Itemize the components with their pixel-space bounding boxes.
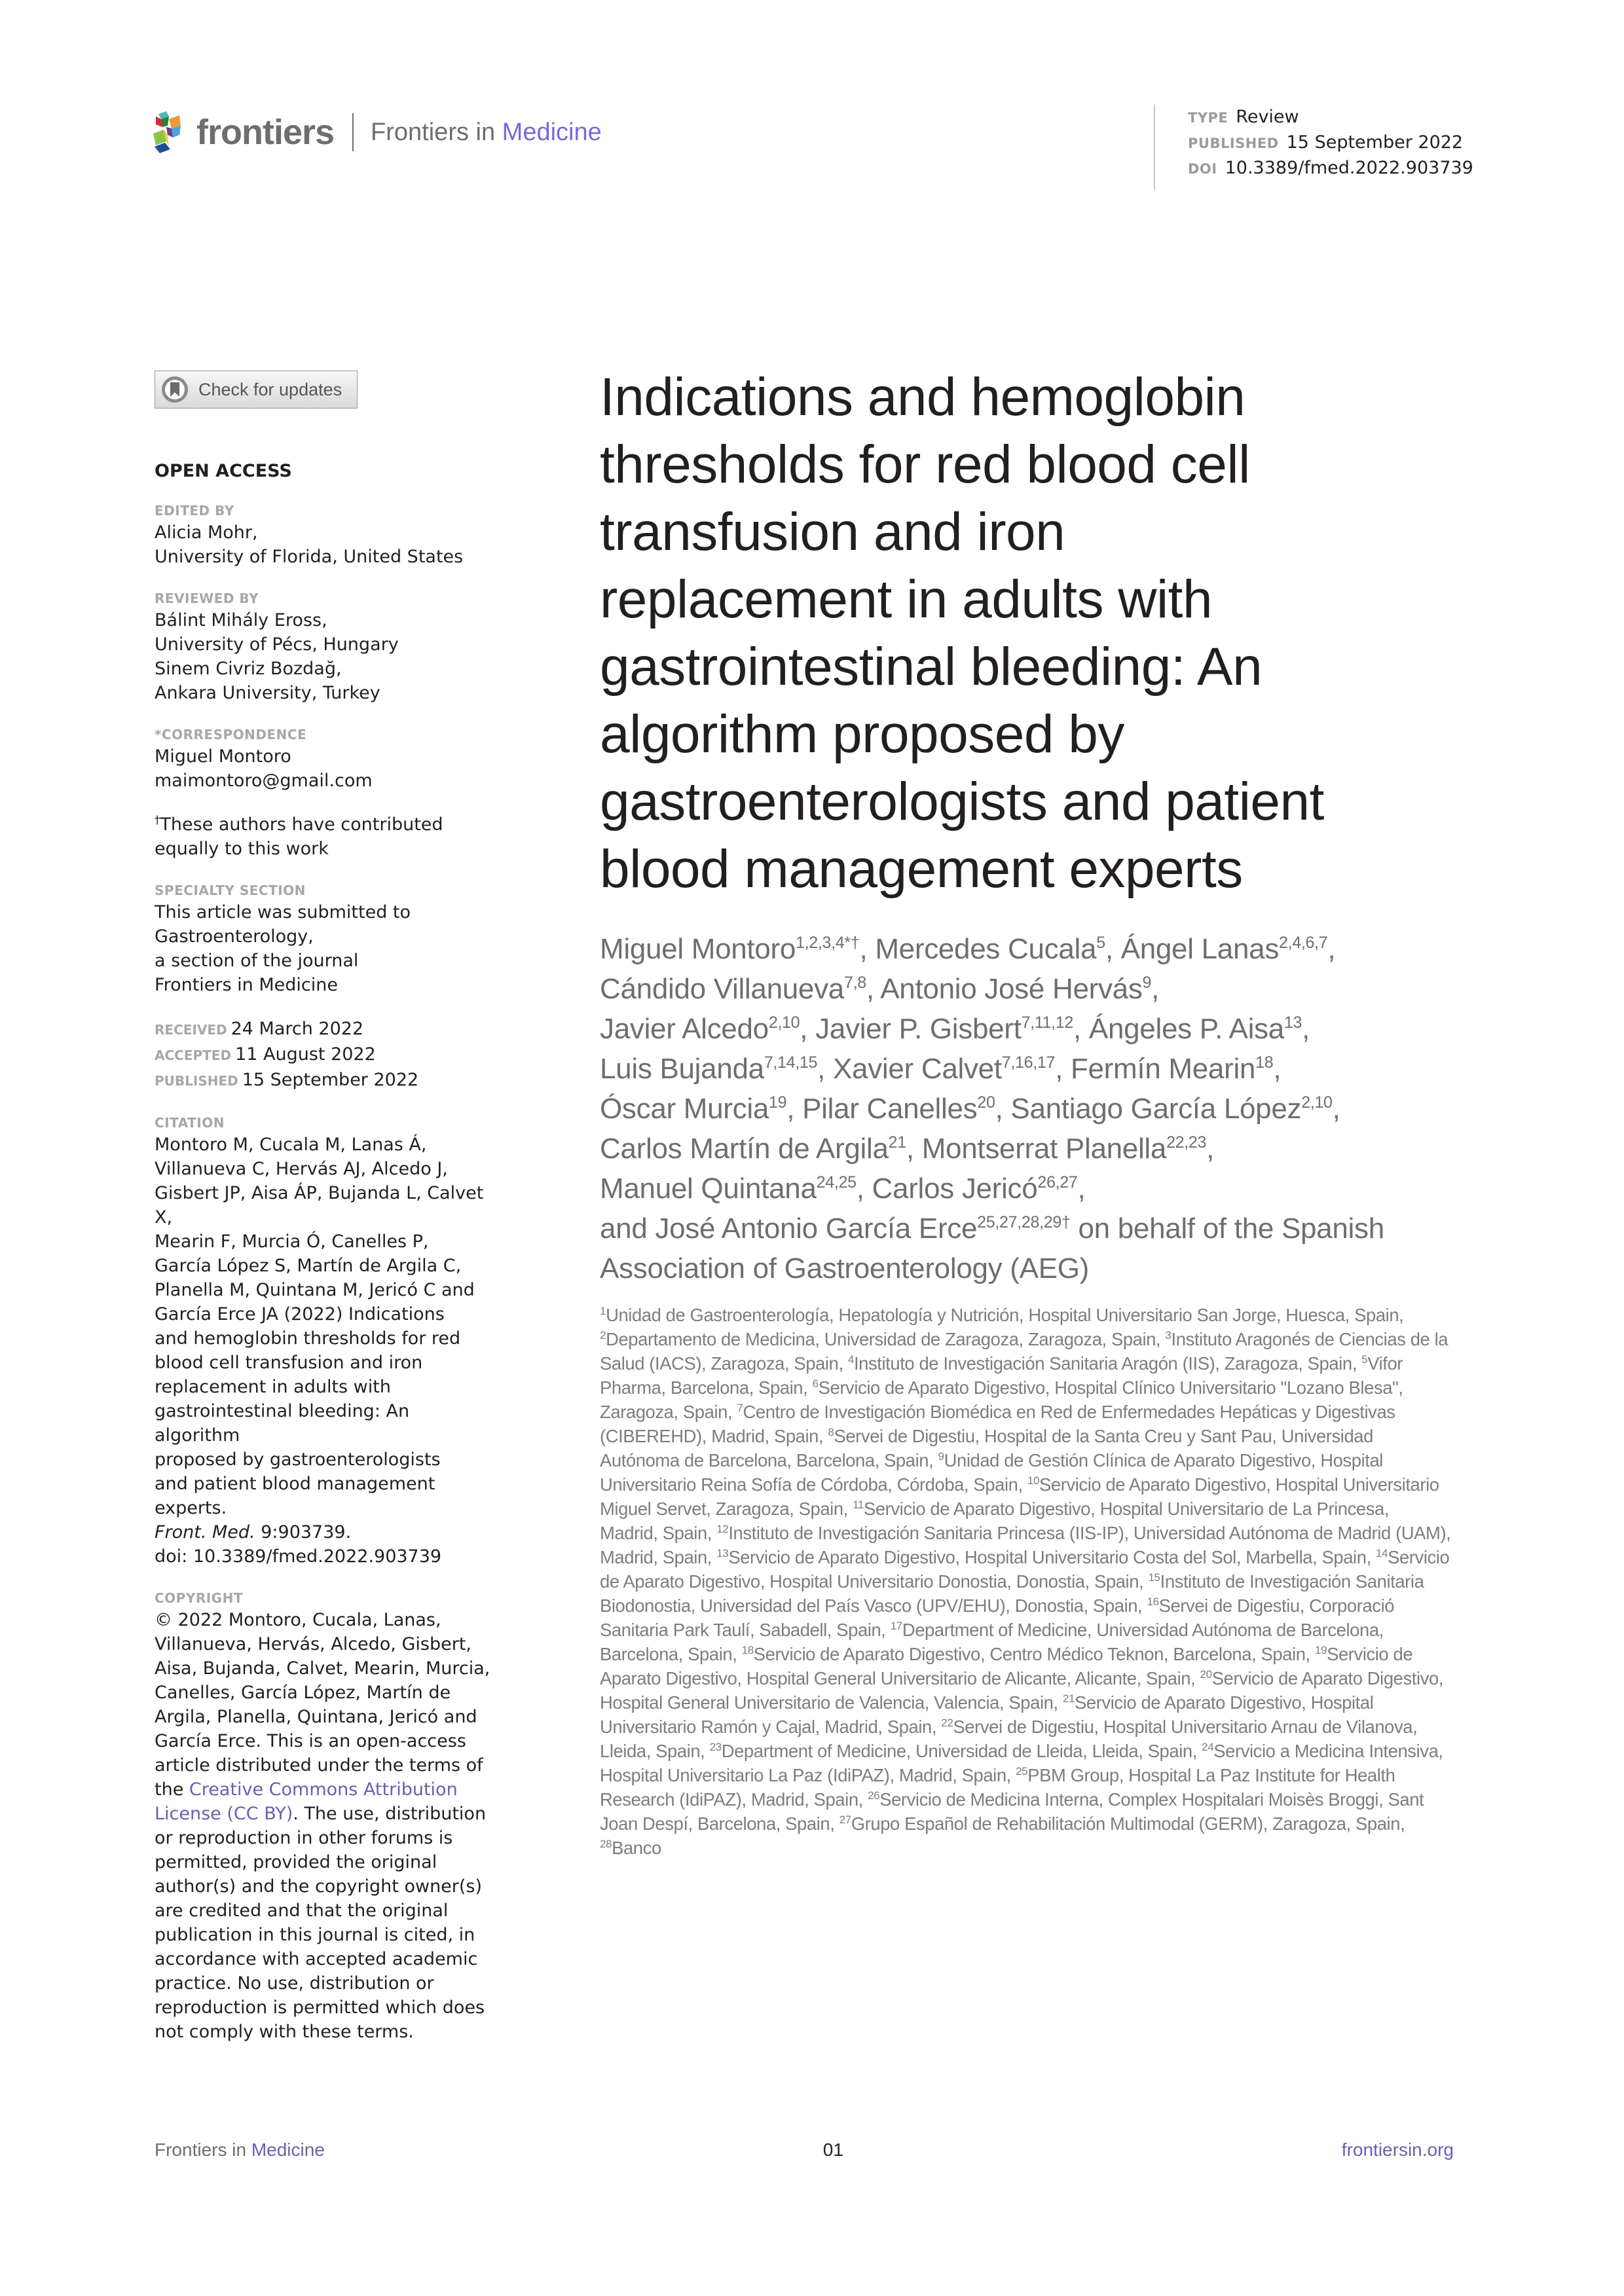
- specialty-line: Frontiers in Medicine: [155, 975, 338, 995]
- author-separator: ,: [1073, 1013, 1089, 1045]
- affiliation-text: Instituto de Investigación Sanitaria Princesa (IIS-IP), Universidad Autónoma de Madrid (UAM), Madrid, Spain,: [600, 1523, 1451, 1567]
- affiliation-number: 15: [1148, 1571, 1160, 1584]
- author-affiliation-marks: 21: [888, 1133, 906, 1152]
- author-separator: ,: [1206, 1133, 1215, 1165]
- affiliation-number: 25: [1016, 1765, 1028, 1777]
- author-line: [600, 1049, 1451, 1089]
- author-line: [600, 1209, 1451, 1288]
- author-separator: ,: [1332, 1093, 1340, 1125]
- author-name[interactable]: Carlos Jericó: [872, 1173, 1038, 1205]
- affiliation-text: Servicio de Medicina Interna, Complex Hospitalari Moisès Broggi, Sant Joan Despí, Barcelona, Spain,: [600, 1789, 1424, 1834]
- affiliation-number: 17: [890, 1620, 902, 1632]
- equal-contribution-note: [155, 812, 495, 861]
- citation-label: CITATION: [155, 1115, 225, 1131]
- edited-by-section: [155, 501, 495, 569]
- affiliation-number: 10: [1027, 1474, 1040, 1487]
- reviewer-affiliation: University of Pécs, Hungary: [155, 634, 399, 655]
- author-name[interactable]: Cándido Villanueva: [600, 973, 844, 1005]
- affiliation-number: 14: [1376, 1547, 1388, 1559]
- author-separator: ,: [1151, 973, 1160, 1005]
- editor-name: Alicia Mohr,: [155, 522, 258, 543]
- correspondence-label: *CORRESPONDENCE: [155, 727, 307, 742]
- author-name[interactable]: Montserrat Planella: [921, 1133, 1167, 1165]
- title-line: blood management experts: [600, 839, 1243, 899]
- author-separator: ,: [1273, 1053, 1282, 1085]
- affiliation-text: Departamento de Medicina, Universidad de Zaragoza, Zaragoza, Spain,: [606, 1329, 1166, 1349]
- received-label: RECEIVED: [155, 1022, 227, 1038]
- affiliation-text: Servicio a Medicina Intensiva, Hospital Universitario La Paz (IdiPAZ), Madrid, Spain,: [600, 1741, 1443, 1785]
- affiliation-number: 21: [1062, 1692, 1075, 1705]
- meta-type: [1188, 105, 1473, 130]
- affiliation-number: 9: [938, 1450, 944, 1463]
- citation-journal: [155, 1520, 495, 1544]
- type-value: Review: [1236, 107, 1299, 127]
- affiliation-number: 20: [1200, 1668, 1212, 1681]
- author-line: [600, 1169, 1451, 1209]
- author-affiliation-marks: 9: [1142, 974, 1152, 992]
- reviewer-name: Bálint Mihály Eross,: [155, 610, 327, 630]
- affiliation-text: Servei de Digestiu, Hospital de la Santa Creu y Sant Pau, Universidad Autónoma de Barcelona, Barcelona, Spain,: [600, 1426, 1373, 1470]
- accepted-value: 11 August 2022: [235, 1044, 376, 1065]
- affiliation-text: Centro de Investigación Biomédica en Red de Enfermedades Hepáticas y Digestivas (CIBEREHD), Madrid, Spain,: [600, 1402, 1395, 1446]
- author-list: [600, 929, 1451, 1288]
- published-label: PUBLISHED: [1188, 136, 1279, 151]
- affiliation-number: 22: [941, 1717, 953, 1729]
- affiliation-number: 13: [716, 1547, 729, 1559]
- author-affiliation-marks: 7,8: [843, 974, 866, 992]
- affiliation-text: Servicio de Aparato Digestivo, Hospital Universitario Miguel Servet, Zaragoza, Spain,: [600, 1474, 1439, 1519]
- author-separator: ,: [866, 973, 881, 1005]
- accepted-label: ACCEPTED: [155, 1048, 232, 1063]
- affiliation-text: Servicio de Aparato Digestivo, Hospital Universitario Donostia, Donostia, Spain,: [600, 1547, 1450, 1592]
- logo-divider: [352, 113, 354, 151]
- affiliation-number: 12: [716, 1523, 729, 1535]
- affiliation-number: 8: [828, 1426, 834, 1438]
- affiliation-text: Unidad de Gastroenterología, Hepatología y Nutrición, Hospital Universitario San Jorge, Huesca, Spain,: [606, 1305, 1404, 1325]
- author-affiliation-marks: 7,16,17: [1001, 1053, 1056, 1072]
- author-separator: ,: [1105, 933, 1121, 965]
- title-line: gastroenterologists and patient: [600, 772, 1324, 831]
- article-main: [600, 363, 1451, 1860]
- citation-line: experts.: [155, 1498, 227, 1518]
- reviewed-by-section: [155, 589, 495, 705]
- sidebar: [155, 371, 495, 2044]
- title-line: gastrointestinal bleeding: An: [600, 637, 1263, 697]
- author-name[interactable]: Ángeles P. Aisa: [1088, 1013, 1284, 1045]
- journal-name: [371, 118, 602, 147]
- author-affiliation-marks: 2,10: [768, 1013, 800, 1032]
- affiliation-text: Grupo Español de Rehabilitación Multimodal (GERM), Zaragoza, Spain,: [851, 1813, 1405, 1834]
- author-name[interactable]: Javier P. Gisbert: [815, 1013, 1022, 1045]
- article-title: [600, 363, 1451, 903]
- specialty-section: [155, 881, 495, 997]
- published-label: PUBLISHED: [155, 1073, 238, 1089]
- citation-line: and patient blood management: [155, 1474, 435, 1494]
- reviewer-name: Sinem Civriz Bozdağ,: [155, 659, 342, 679]
- frontiers-wordmark: frontiers: [196, 113, 335, 152]
- article-meta: [1154, 105, 1473, 190]
- title-line: thresholds for red blood cell: [600, 435, 1250, 494]
- check-for-updates-button[interactable]: [155, 371, 358, 409]
- title-line: transfusion and iron: [600, 502, 1065, 562]
- author-affiliation-marks: 2,10: [1301, 1093, 1333, 1112]
- type-label: TYPE: [1188, 110, 1228, 126]
- affiliation-text: Servicio de Aparato Digestivo, Hospital General Universitario de Valencia, Valencia, Spain,: [600, 1668, 1444, 1713]
- affiliation-number: 7: [737, 1402, 743, 1414]
- citation-line: Villanueva C, Hervás AJ, Alcedo J,: [155, 1159, 448, 1179]
- journal-prefix: Frontiers in: [371, 118, 496, 146]
- correspondence-section: [155, 725, 495, 793]
- author-separator: ,: [786, 1093, 803, 1125]
- journal-accent: Medicine: [502, 118, 602, 146]
- affiliation-number: 28: [600, 1838, 612, 1850]
- author-separator: ,: [859, 933, 876, 965]
- specialty-section-label: SPECIALTY SECTION: [155, 883, 306, 898]
- affiliations: [600, 1303, 1451, 1860]
- affiliation-number: 2: [600, 1329, 606, 1341]
- doi-value[interactable]: 10.3389/fmed.2022.903739: [1225, 158, 1473, 178]
- footer-journal-accent: Medicine: [251, 2140, 325, 2160]
- affiliation-text: Servicio de Aparato Digestivo, Hospital Universitario de La Princesa, Madrid, Spain,: [600, 1499, 1390, 1543]
- author-separator: ,: [1327, 933, 1336, 965]
- affiliation-number: 27: [839, 1813, 851, 1826]
- affiliation-number: 6: [812, 1377, 819, 1390]
- dagger-mark: †: [155, 813, 160, 826]
- editor-affiliation: University of Florida, United States: [155, 547, 464, 567]
- author-name[interactable]: Fermín Mearin: [1070, 1053, 1256, 1085]
- author-affiliation-marks: 2,4,6,7: [1279, 934, 1328, 952]
- meta-doi: [1188, 156, 1473, 181]
- affiliation-text: Department of Medicine, Universidad Autónoma de Barcelona, Barcelona, Spain,: [600, 1620, 1384, 1664]
- author-affiliation-marks: 5: [1096, 934, 1105, 952]
- frontiers-cube-logo-icon: [152, 110, 191, 155]
- author-line: [600, 1089, 1451, 1129]
- specialty-line: Gastroenterology,: [155, 926, 314, 947]
- published-value: 15 September 2022: [1286, 132, 1464, 153]
- author-separator: [1071, 1212, 1079, 1245]
- affiliation-number: 11: [853, 1499, 864, 1511]
- author-name[interactable]: Antonio José Hervás: [880, 973, 1143, 1005]
- copyright-text-after: . The use, distribution or reproduction in other forums is permitted, provided the original author(s) and the copyright owner(s) are credited and that the original publication in this journal is cited, in accordance with accepted academic practice. No use, distribution or reproduction is permitted which does not comply with these terms.: [155, 1804, 487, 2042]
- affiliation-text: Instituto Aragonés de Ciencias de la Salud (IACS), Zaragoza, Spain,: [600, 1329, 1449, 1374]
- citation-line: Mearin F, Murcia Ó, Canelles P,: [155, 1231, 429, 1252]
- copyright-text-before: © 2022 Montoro, Cucala, Lanas, Villanueva, Hervás, Alcedo, Gisbert, Aisa, Bujanda, Calvet, Mearin, Murcia, Canelles, García López, Martín de Argila, Planella, Quintana, Jericó and García Erce. This is an open-access article distributed under the terms of the: [155, 1610, 490, 1800]
- doi-label: DOI: [1188, 161, 1217, 177]
- affiliation-text: Servei de Digestiu, Hospital Universitario Arnau de Vilanova, Lleida, Spain,: [600, 1717, 1418, 1761]
- author-affiliation-marks: 26,27: [1037, 1173, 1078, 1192]
- specialty-line: This article was submitted to: [155, 902, 411, 922]
- affiliation-number: 19: [1314, 1644, 1327, 1656]
- citation-doi[interactable]: doi: 10.3389/fmed.2022.903739: [155, 1546, 442, 1567]
- affiliation-text: PBM Group, Hospital La Paz Institute for Health Research (IdiPAZ), Madrid, Spain,: [600, 1765, 1395, 1810]
- citation-line: replacement in adults with: [155, 1377, 391, 1397]
- correspondence-email-link[interactable]: maimontoro@gmail.com: [155, 771, 373, 791]
- author-name[interactable]: Carlos Martín de Argila: [600, 1133, 889, 1165]
- citation-section: [155, 1113, 495, 1569]
- author-separator: ,: [1055, 1053, 1071, 1085]
- author-separator: ,: [800, 1013, 816, 1045]
- author-affiliation-marks: 7,11,12: [1021, 1013, 1074, 1032]
- copyright-section: [155, 1588, 495, 2044]
- specialty-line: a section of the journal: [155, 951, 359, 971]
- author-line: [600, 929, 1451, 969]
- author-separator: ,: [856, 1173, 872, 1205]
- author-separator: ,: [817, 1053, 833, 1085]
- affiliation-number: 5: [1361, 1353, 1368, 1366]
- frontiers-logo[interactable]: [152, 110, 602, 155]
- dates-section: [155, 1017, 495, 1093]
- author-line: [600, 969, 1451, 1009]
- cc-by-license-link[interactable]: Creative Commons Attribution License (CC BY): [155, 1779, 458, 1824]
- crossmark-bookmark-icon: [162, 376, 188, 403]
- citation-line: and hemoglobin thresholds for red: [155, 1328, 461, 1349]
- author-affiliation-marks: 1,2,3,4*†: [796, 934, 860, 952]
- author-separator: ,: [906, 1133, 922, 1165]
- citation-line: gastrointestinal bleeding: An algorithm: [155, 1401, 410, 1446]
- citation-volume: 9:903739.: [261, 1522, 352, 1542]
- affiliation-number: 4: [847, 1353, 854, 1366]
- author-line: [600, 1129, 1451, 1169]
- correspondence-name: Miguel Montoro: [155, 746, 291, 767]
- author-name[interactable]: Óscar Murcia: [600, 1093, 769, 1125]
- affiliation-text: Servicio de Aparato Digestivo, Hospital Universitario Costa del Sol, Marbella, Spain,: [728, 1547, 1376, 1567]
- author-affiliation-marks: 24,25: [816, 1173, 857, 1192]
- author-name[interactable]: and José Antonio García Erce: [600, 1212, 978, 1245]
- accepted-date: [155, 1042, 495, 1068]
- affiliation-number: 1: [600, 1305, 606, 1317]
- author-affiliation-marks: 7,14,15: [764, 1053, 818, 1072]
- authors-tail: on behalf of the Spanish Association of Gastroenterology (AEG): [600, 1212, 1384, 1285]
- affiliation-number: 26: [868, 1789, 880, 1802]
- reviewed-by-label: REVIEWED BY: [155, 591, 259, 606]
- published-value: 15 September 2022: [242, 1070, 419, 1090]
- author-line: [600, 1009, 1451, 1049]
- author-name[interactable]: Javier Alcedo: [600, 1013, 769, 1045]
- author-name[interactable]: Pilar Canelles: [802, 1093, 978, 1125]
- author-name[interactable]: Manuel Quintana: [600, 1173, 817, 1205]
- meta-published: [1188, 130, 1473, 156]
- author-affiliation-marks: 13: [1283, 1013, 1302, 1032]
- frontiersin-link[interactable]: frontiersin.org: [1341, 2140, 1454, 2160]
- affiliation-number: 16: [1147, 1595, 1159, 1608]
- author-affiliation-marks: 19: [769, 1093, 787, 1112]
- citation-line: García Erce JA (2022) Indications: [155, 1304, 445, 1324]
- affiliation-number: 24: [1202, 1741, 1214, 1753]
- affiliation-text: Department of Medicine, Universidad de Lleida, Lleida, Spain,: [721, 1741, 1202, 1761]
- affiliation-number: 23: [709, 1741, 722, 1753]
- author-separator: ,: [1077, 1173, 1086, 1205]
- footer-journal-name: [155, 2140, 325, 2160]
- received-value: 24 March 2022: [231, 1019, 364, 1039]
- citation-journal-abbrev: Front. Med.: [155, 1522, 255, 1542]
- author-affiliation-marks: 20: [977, 1093, 995, 1112]
- affiliation-text: Servicio de Aparato Digestivo, Centro Médico Teknon, Barcelona, Spain,: [753, 1644, 1315, 1664]
- citation-line: Gisbert JP, Aisa ÁP, Bujanda L, Calvet X,: [155, 1183, 484, 1228]
- author-name[interactable]: Miguel Montoro: [600, 933, 796, 965]
- affiliation-number: 3: [1165, 1329, 1172, 1341]
- affiliation-text: Servicio de Aparato Digestivo, Hospital Universitario Ramón y Cajal, Madrid, Spain,: [600, 1692, 1374, 1737]
- citation-line: proposed by gastroenterologists: [155, 1449, 441, 1470]
- affiliation-number: 18: [741, 1644, 754, 1656]
- author-name[interactable]: Santiago García López: [1010, 1093, 1302, 1125]
- check-updates-label: Check for updates: [198, 379, 342, 399]
- title-line: replacement in adults with: [600, 570, 1213, 629]
- equal-contribution-line: These authors have contributed: [160, 814, 443, 835]
- author-name[interactable]: Mercedes Cucala: [875, 933, 1097, 965]
- citation-line: García López S, Martín de Argila C,: [155, 1256, 462, 1276]
- reviewer-affiliation: Ankara University, Turkey: [155, 683, 380, 703]
- author-affiliation-marks: 18: [1255, 1053, 1274, 1072]
- page-number: 01: [822, 2140, 843, 2160]
- author-name[interactable]: Xavier Calvet: [833, 1053, 1002, 1085]
- footer-journal-prefix: Frontiers in: [155, 2140, 247, 2160]
- author-separator: ,: [995, 1093, 1011, 1125]
- author-separator: ,: [1302, 1013, 1310, 1045]
- received-date: [155, 1017, 495, 1042]
- affiliation-text: Servicio de Aparato Digestivo, Hospital General Universitario de Alicante, Alicante, Spain,: [600, 1644, 1413, 1688]
- page-footer: [155, 2140, 1454, 2160]
- affiliation-text: Instituto de Investigación Sanitaria Aragón (IIS), Zaragoza, Spain,: [853, 1353, 1362, 1374]
- copyright-text: [155, 1608, 495, 2044]
- equal-contribution-line: equally to this work: [155, 839, 329, 859]
- copyright-label: COPYRIGHT: [155, 1590, 243, 1606]
- author-name[interactable]: Luis Bujanda: [600, 1053, 764, 1085]
- citation-line: Montoro M, Cucala M, Lanas Á,: [155, 1135, 427, 1155]
- author-name[interactable]: Ángel Lanas: [1120, 933, 1280, 965]
- title-line: algorithm proposed by: [600, 704, 1124, 764]
- affiliation-text: Servei de Digestiu, Corporació Sanitaria Park Taulí, Sabadell, Spain,: [600, 1595, 1395, 1640]
- author-affiliation-marks: 25,27,28,29†: [977, 1213, 1071, 1231]
- affiliation-text: Servicio de Aparato Digestivo, Hospital Clínico Universitario "Lozano Blesa", Zaragoza, Spain,: [600, 1377, 1403, 1422]
- citation-line: Planella M, Quintana M, Jericó C and: [155, 1280, 475, 1300]
- title-line: Indications and hemoglobin: [600, 367, 1246, 427]
- edited-by-label: EDITED BY: [155, 503, 234, 519]
- affiliation-text: Banco: [612, 1838, 661, 1858]
- affiliation-text: Unidad de Gestión Clínica de Aparato Digestivo, Hospital Universitario Reina Sofía de Córdoba, Córdoba, Spain,: [600, 1450, 1383, 1495]
- affiliation-text: Instituto de Investigación Sanitaria Biodonostia, Universidad del País Vasco (UPV/EHU), Donostia, Spain,: [600, 1571, 1424, 1616]
- author-affiliation-marks: 22,23: [1166, 1133, 1207, 1152]
- published-date: [155, 1068, 495, 1093]
- open-access-heading: OPEN ACCESS: [155, 461, 292, 481]
- affiliation-text: Vifor Pharma, Barcelona, Spain,: [600, 1353, 1403, 1398]
- citation-line: blood cell transfusion and iron: [155, 1353, 423, 1373]
